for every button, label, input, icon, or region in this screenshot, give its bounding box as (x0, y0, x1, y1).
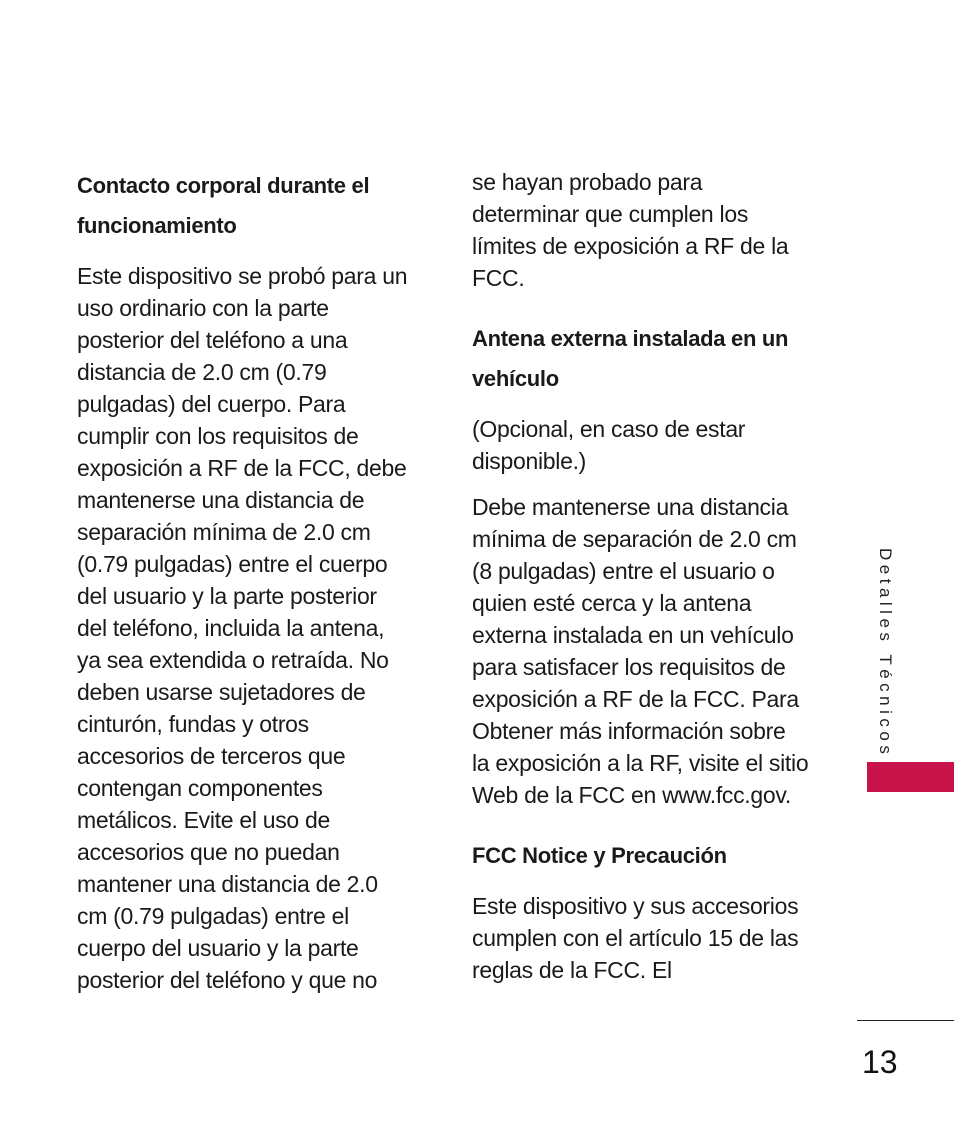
left-column (77, 166, 432, 996)
page-number: 13 (862, 1044, 898, 1080)
right-column (472, 166, 832, 986)
continuation-paragraph: se hayan probado para determinar que cumplen los límites de exposición a RF de la FCC. (472, 169, 789, 291)
antenna-optional-note: (Opcional, en caso de estar disponible.) (472, 416, 746, 474)
section-heading-body-contact: Contacto corporal durante el funcionamiento (77, 173, 370, 238)
fcc-notice-paragraph: Este dispositivo y sus accesorios cumplen con el artículo 15 de las reglas de la FCC. El (472, 893, 799, 983)
footer-divider (857, 1020, 954, 1021)
body-contact-paragraph: Este dispositivo se probó para un uso ordinario con la parte posterior del teléfono a una distancia de 2.0 cm (0.79 pulgadas) del cuerpo. Para cumplir con los requisitos de exposición a RF de la FCC, debe mantenerse una distancia de separación mínima de 2.0 cm (0.79 pulgadas) entre el cuerpo del usuario y la parte posterior del teléfono, incluida la antena, ya sea extendida o retraída. No deben usarse sujetadores de cinturón, fundas y otros accesorios de terceros que contengan componentes metálicos. Evite el uso de accesorios que no puedan mantener una distancia de 2.0 cm (0.79 pulgadas) entre el cuerpo del usuario y la parte posterior del teléfono y que no (77, 263, 408, 993)
section-heading-fcc-notice: FCC Notice y Precaución (472, 843, 727, 868)
side-section-label: Detalles Técnicos (876, 548, 895, 759)
side-section-tab-marker (867, 762, 954, 792)
antenna-paragraph: Debe mantenerse una distancia mínima de separación de 2.0 cm (8 pulgadas) entre el usuario o quien esté cerca y la antena externa instalada en un vehículo para satisfacer los requisitos de exposición a RF de la FCC. Para Obtener más información sobre la exposición a la RF, visite el sitio Web de la FCC en www.fcc.gov. (472, 494, 809, 808)
section-heading-vehicle-antenna: Antena externa instalada en un vehículo (472, 326, 789, 391)
